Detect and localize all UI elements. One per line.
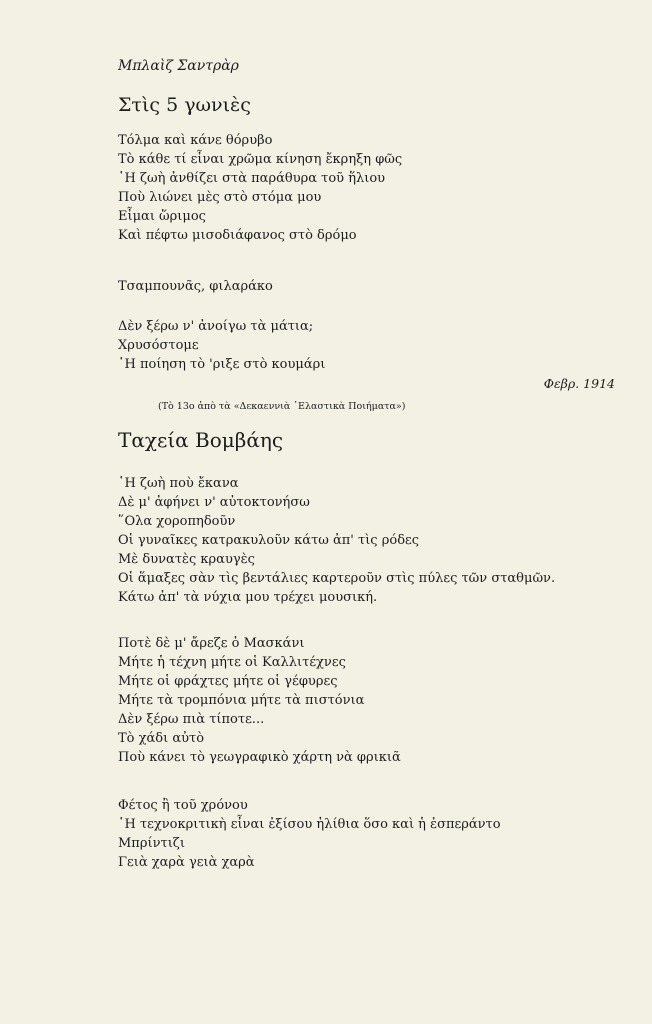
poem-line: Ποὺ λιώνει μὲς στὸ στόμα μου: [118, 190, 322, 205]
poem-line: ῾Η ζωὴ ἀνθίζει στὰ παράθυρα τοῦ ἥλιου: [118, 171, 386, 186]
poem-line: Μήτε τὰ τρομπόνια μήτε τὰ πιστόνια: [118, 693, 365, 708]
author-name: Μπλαὶζ Σαντρὰρ: [118, 58, 239, 74]
poem1-stanza-1: [118, 131, 402, 245]
poem-line: Τὸ χάδι αὐτὸ: [118, 731, 205, 746]
poem-line: Εἶμαι ὥριμος: [118, 209, 206, 224]
poem-line: ῾Η τεχνοκριτικὴ εἶναι ἐξίσου ἠλίθια ὅσο καὶ ἡ ἐσπεράντο: [118, 817, 501, 832]
poem-line: Δὲν ξέρω ν' ἀνοίγω τὰ μάτια;: [118, 319, 314, 334]
poem1-title: Στὶς 5 γωνιὲς: [118, 94, 251, 116]
poem-line: Μπρίντιζι: [118, 836, 185, 851]
poem-line: Οἱ ἅμαξες σὰν τὶς βεντάλιες καρτεροῦν στὶς πύλες τῶν σταθμῶν.: [118, 571, 556, 586]
poem-line: ῞Ολα χοροπηδοῦν: [118, 514, 236, 529]
poem2-stanza-3: [118, 796, 501, 872]
poem-line: ῾Η ποίηση τὸ 'ριξε στὸ κουμάρι: [118, 357, 326, 372]
poem-line: Ποὺ κάνει τὸ γεωγραφικὸ χάρτη νὰ φρικιᾶ: [118, 750, 401, 765]
poem-line: Καὶ πέφτω μισοδιάφανος στὸ δρόμο: [118, 228, 357, 243]
poem1-source-note: (Τὸ 13ο ἀπὸ τὰ «Δεκαεννιὰ ᾿Ελαστικὰ Ποιήματα»): [158, 401, 406, 412]
poem-line: Μὲ δυνατὲς κραυγὲς: [118, 552, 255, 567]
poem-line: Φέτος ἢ τοῦ χρόνου: [118, 798, 248, 813]
poem1-stanza-3: [118, 317, 325, 374]
poem2-title: Ταχεία Βομβάης: [118, 428, 284, 452]
poem-line: Μήτε οἱ φράχτες μήτε οἱ γέφυρες: [118, 674, 338, 689]
poem2-stanza-1: [118, 474, 555, 607]
poem-line: Χρυσόστομε: [118, 338, 199, 353]
poem-line: Κάτω ἀπ' τὰ νύχια μου τρέχει μουσική.: [118, 590, 378, 605]
poem1-date: Φεβρ. 1914: [543, 376, 615, 391]
poem-line: ῾Η ζωὴ ποὺ ἔκανα: [118, 476, 239, 491]
poem1-stanza-2: [118, 277, 273, 296]
poem-line: Δὲν ξέρω πιὰ τίποτε...: [118, 712, 265, 727]
poem-line: Γειὰ χαρὰ γειὰ χαρὰ: [118, 855, 255, 870]
poem-line: Τσαμπουνᾶς, φιλαράκο: [118, 279, 273, 294]
poem2-stanza-2: [118, 634, 401, 767]
poem-line: Τόλμα καὶ κάνε θόρυβο: [118, 133, 273, 148]
poem-line: Ποτὲ δὲ μ' ἄρεζε ὁ Μασκάνι: [118, 636, 305, 651]
poem-line: Τὸ κάθε τί εἶναι χρῶμα κίνηση ἔκρηξη φῶς: [118, 152, 403, 167]
poem-line: Δὲ μ' ἀφήνει ν' αὐτοκτονήσω: [118, 495, 310, 510]
poem-line: Μήτε ἡ τέχνη μήτε οἱ Καλλιτέχνες: [118, 655, 346, 670]
poem-line: Οἱ γυναῖκες κατρακυλοῦν κάτω ἀπ' τὶς ρόδες: [118, 533, 420, 548]
